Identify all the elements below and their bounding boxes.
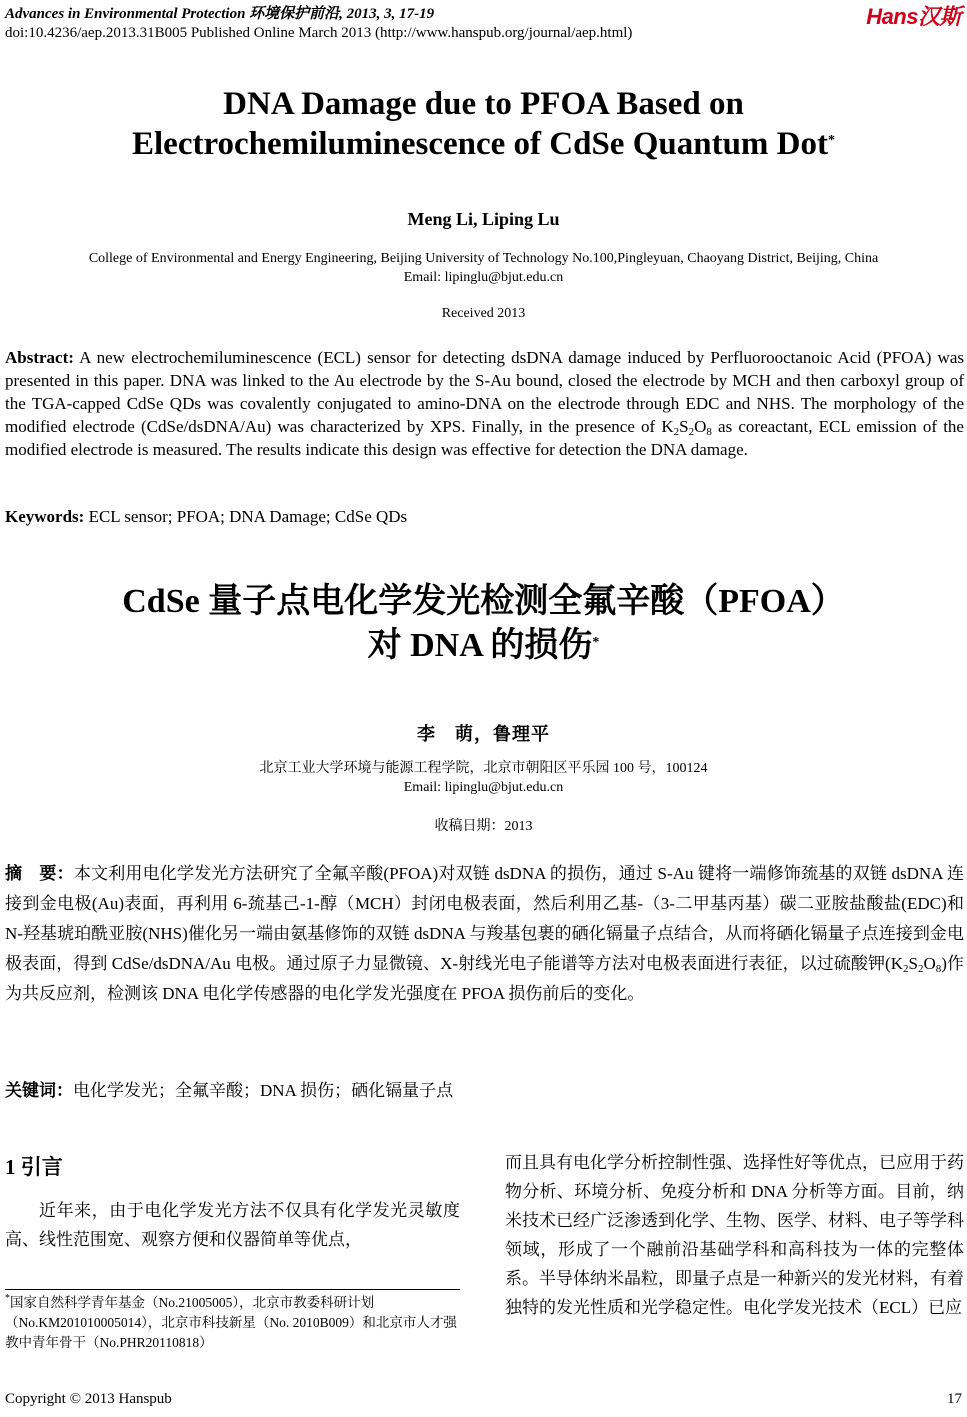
sub-1: 2	[673, 426, 680, 438]
chinese-title-line-1: CdSe 量子点电化学发光检测全氟辛酸（PFOA）	[122, 583, 845, 620]
english-affiliation: College of Environmental and Energy Engineering, Beijing University of Technology No.100,Pingleyuan, Chaoyang District, Beijing, China	[88, 251, 879, 266]
english-email: Email: lipinglu@bjut.edu.cn	[403, 270, 564, 285]
chinese-abstract-label: 摘 要：	[5, 864, 74, 883]
abstract-text-1: A new electrochemiluminescence (ECL) sensor for detecting dsDNA damage induced by Perfluorooctanoic Acid (PFOA) was presented in this paper. DNA was linked to the Au electrode by the S-Au bound, closed the electrode by MCH and then carboxyl group of the TGA-capped CdSe QDs was covalently conjugated to amino-DNA on the electrode through EDC and NHS. The morphology of the modified electrode (CdSe/dsDNA/Au) was characterized by XPS. Finally, in the presence of K	[5, 348, 964, 436]
english-title	[0, 84, 967, 164]
chinese-abstract-text-1: 本文利用电化学发光方法研究了全氟辛酸(PFOA)对双链 dsDNA 的损伤，通过 S-Au 键将一端修饰巯基的双链 dsDNA 连接到金电极(Au)表面，再利用 6-巯基己-1-醇（MCH）封闭电极表面，然后利用乙基-（3-二甲基丙基）碳二亚胺盐酸盐(EDC)和 N-羟基琥珀酰亚胺(NHS)催化另一端由氨基修饰的双链 dsDNA 与羧基包裹的硒化镉量子点结合，从而将硒化镉量子点连接到金电极表面，得到 CdSe/dsDNA/Au 电极。通过原子力显微镜、X-射线光电子能谱等方法对电极表面进行表征，以过硫酸钾(K	[5, 864, 965, 973]
english-keywords	[5, 507, 407, 527]
intro-right-column: 而且具有电化学分析控制性强、选择性好等优点，已应用于药物分析、环境分析、免疫分析和 DNA 分析等方面。目前，纳米技术已经广泛渗透到化学、生物、医学、材料、电子等学科领域，形成了一个融前沿基础学科和高科技为一体的完整体系。半导体纳米晶粒，即量子点是一种新兴的发光材料，有着独特的发光性质和光学稳定性。电化学发光技术（ECL）已应	[505, 1153, 964, 1317]
cn-sub-1: 2	[903, 963, 909, 975]
page-number: 17	[947, 1391, 962, 1407]
abstract-s: S	[679, 417, 689, 436]
chinese-received: 收稿日期：2013	[434, 819, 533, 834]
section-heading: 1 引言	[5, 1155, 63, 1179]
english-title-line-2-text: Electrochemiluminescence of CdSe Quantum Dot	[132, 126, 828, 162]
abstract-o: O	[694, 417, 707, 436]
english-title-line-2	[0, 124, 967, 164]
footnote-divider	[5, 1289, 460, 1290]
footnote-star: *	[5, 1293, 10, 1304]
chinese-title	[0, 580, 967, 668]
intro-left-column: 近年来，由于电化学发光方法不仅具有化学发光灵敏度高、线性范围宽、观察方便和仪器简单等优点，	[5, 1201, 460, 1249]
chinese-authors: 李 萌，鲁理平	[417, 724, 550, 744]
chinese-keywords-label: 关键词：	[5, 1081, 73, 1100]
copyright: Copyright © 2013 Hanspub	[5, 1391, 172, 1407]
abstract-label: Abstract:	[5, 348, 74, 367]
chinese-title-footnote-mark: *	[592, 635, 600, 650]
keywords-label: Keywords:	[5, 507, 85, 526]
hans-logo: Hans汉斯	[866, 4, 961, 29]
cn-sub-3: 8	[935, 963, 942, 975]
chinese-keywords	[5, 1076, 453, 1101]
chinese-affiliation: 北京工业大学环境与能源工程学院，北京市朝阳区平乐园 100 号，100124	[259, 761, 708, 776]
title-footnote-mark: *	[827, 133, 835, 148]
chinese-keywords-text: 电化学发光；全氟辛酸；DNA 损伤；硒化镉量子点	[73, 1081, 454, 1100]
english-received: Received 2013	[441, 306, 526, 321]
footnote-text: 国家自然科学青年基金（No.21005005），北京市教委科研计划（No.KM201010005014），北京市科技新星（No. 2010B009）和北京市人才强教中青年骨干（No.PHR20110818）	[5, 1295, 457, 1350]
english-authors: Meng Li, Liping Lu	[407, 209, 560, 229]
doi-line: doi:10.4236/aep.2013.31B005 Published Online March 2013 (http://www.hanspub.org/journal/aep.html)	[5, 25, 633, 41]
funding-footnote	[5, 1293, 460, 1353]
english-title-line-1: DNA Damage due to PFOA Based on	[223, 86, 744, 122]
chinese-abstract	[5, 859, 964, 1009]
keywords-text: ECL sensor; PFOA; DNA Damage; CdSe QDs	[84, 507, 408, 526]
sub-2: 2	[688, 426, 695, 438]
cn-abstract-o: O	[923, 954, 936, 973]
chinese-title-line-2	[0, 624, 967, 668]
english-abstract	[5, 346, 964, 461]
cn-sub-2: 2	[917, 963, 924, 975]
chinese-abstract-text-2: )作为共反应剂，检测该 DNA 电化学传感器的电化学发光强度在 PFOA 损伤前后的变化。	[5, 954, 964, 1003]
sub-3: 8	[706, 426, 712, 438]
cn-abstract-s: S	[908, 954, 918, 973]
chinese-email: Email: lipinglu@bjut.edu.cn	[403, 780, 564, 795]
chinese-title-line-2-text: 对 DNA 的损伤	[367, 627, 593, 664]
abstract-text-2: as coreactant, ECL emission of the modified electrode is measured. The results indicate this design was effective for detection the DNA damage.	[5, 417, 964, 459]
journal-header: Advances in Environmental Protection 环境保护前沿, 2013, 3, 17-19	[5, 6, 435, 22]
